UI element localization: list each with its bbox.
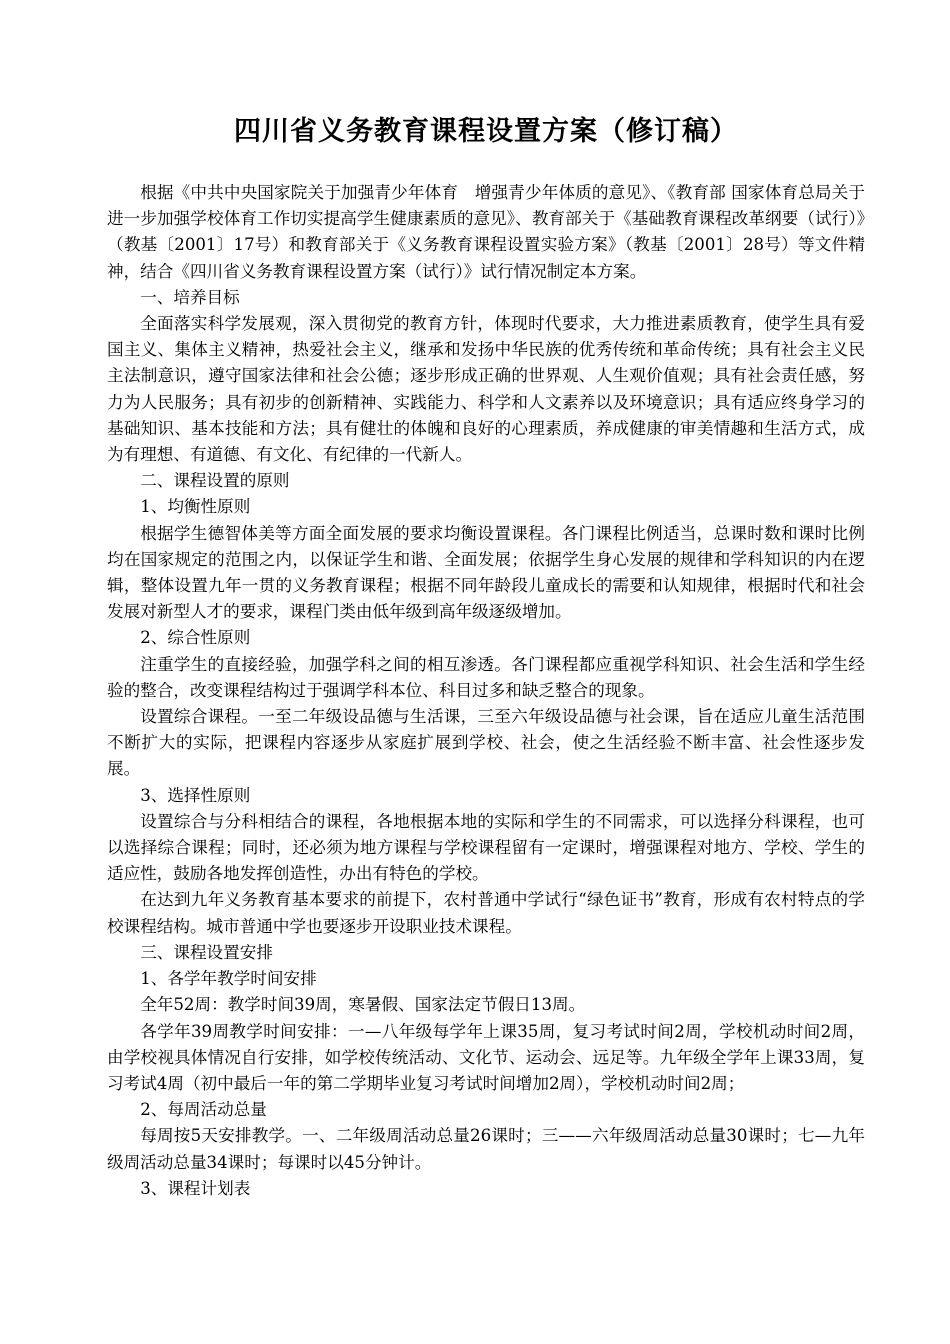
section-heading: 二、课程设置的原则 — [140, 471, 290, 491]
section-heading: 一、培养目标 — [140, 287, 240, 307]
subsection-heading: 3、选择性原则 — [140, 785, 251, 805]
body-paragraph: 根据学生德智体美等方面全面发展的要求均衡设置课程。各门课程比例适当，总课时数和课时比例均在国家规定的范围之内，以保证学生和谐、全面发展；依据学生身心发展的规律和学科知识的内在逻辑，整体设置九年一贯的义务教育课程；根据不同年龄段儿童成长的需要和认知规律，根据时代和社会发展对新型人才的要求，课程门类由低年级到高年级逐级增加。 — [107, 523, 865, 622]
body-paragraph: 在达到九年义务教育基本要求的前提下，农村普通中学试行“绿色证书”教育，形成有农村特点的学校课程结构。城市普通中学也要逐步开设职业技术课程。 — [107, 890, 865, 936]
subsection-heading: 1、均衡性原则 — [140, 497, 251, 517]
document-title: 四川省义务教育课程设置方案（修订稿） — [234, 116, 738, 147]
subsection-heading: 2、综合性原则 — [140, 628, 251, 648]
subsection-heading: 2、每周活动总量 — [140, 1100, 267, 1120]
body-paragraph: 全年52周：教学时间39周，寒暑假、国家法定节假日13周。 — [140, 995, 586, 1015]
body-paragraph: 各学年39周教学时间安排：一—八年级每学年上课35周，复习考试时间2周，学校机动时间2周，由学校视具体情况自行安排，如学校传统活动、文化节、运动会、远足等。九年级全学年上课33周，复习考试4周（初中最后一年的第二学期毕业复习考试时间增加2周），学校机动时间2周； — [107, 1021, 865, 1093]
body-paragraph: 设置综合与分科相结合的课程，各地根据本地的实际和学生的不同需求，可以选择分科课程，也可以选择综合课程；同时，还必须为地方课程与学校课程留有一定课时，增强课程对地方、学校、学生的适应性，鼓励各地发挥创造性，办出有特色的学校。 — [107, 811, 865, 884]
body-paragraph: 每周按5天安排教学。一、二年级周活动总量26课时；三——六年级周活动总量30课时；七—九年级周活动总量34课时；每课时以45分钟计。 — [107, 1126, 865, 1172]
subsection-heading: 3、课程计划表 — [140, 1178, 251, 1198]
body-paragraph: 全面落实科学发展观，深入贯彻党的教育方针，体现时代要求，大力推进素质教育，使学生具有爱国主义、集体主义精神，热爱社会主义，继承和发扬中华民族的优秀传统和革命传统；具有社会主义民主法制意识，遵守国家法律和社会公德；逐步形成正确的世界观、人生观价值观；具有社会责任感，努力为人民服务；具有初步的创新精神、实践能力、科学和人文素养以及环境意识；具有适应终身学习的基础知识、基本技能和方法；具有健壮的体魄和良好的心理素质，养成健康的审美情趣和生活方式，成为有理想、有道德、有文化、有纪律的一代新人。 — [107, 314, 865, 465]
body-paragraph: 设置综合课程。一至二年级设品德与生活课，三至六年级设品德与社会课，旨在适应儿童生活范围不断扩大的实际，把课程内容逐步从家庭扩展到学校、社会，使之生活经验不断丰富、社会性逐步发展。 — [107, 707, 865, 779]
document-body — [107, 180, 865, 1202]
intro-paragraph: 根据《中共中央国家院关于加强青少年体育 增强青少年体质的意见》、《教育部 国家体育总局关于进一步加强学校体育工作切实提高学生健康素质的意见》、教育部关于《基础教育课程改革纲要（试行）》（教基〔2001〕17号）和教育部关于《义务教育课程设置实验方案》（教基〔2001〕28号）等文件精神，结合《四川省义务教育课程设置方案（试行）》试行情况制定本方案。 — [107, 183, 865, 281]
body-paragraph: 注重学生的直接经验，加强学科之间的相互渗透。各门课程都应重视学科知识、社会生活和学生经验的整合，改变课程结构过于强调学科本位、科目过多和缺乏整合的现象。 — [107, 654, 865, 700]
section-heading: 三、课程设置安排 — [140, 942, 273, 962]
subsection-heading: 1、各学年教学时间安排 — [140, 969, 317, 989]
